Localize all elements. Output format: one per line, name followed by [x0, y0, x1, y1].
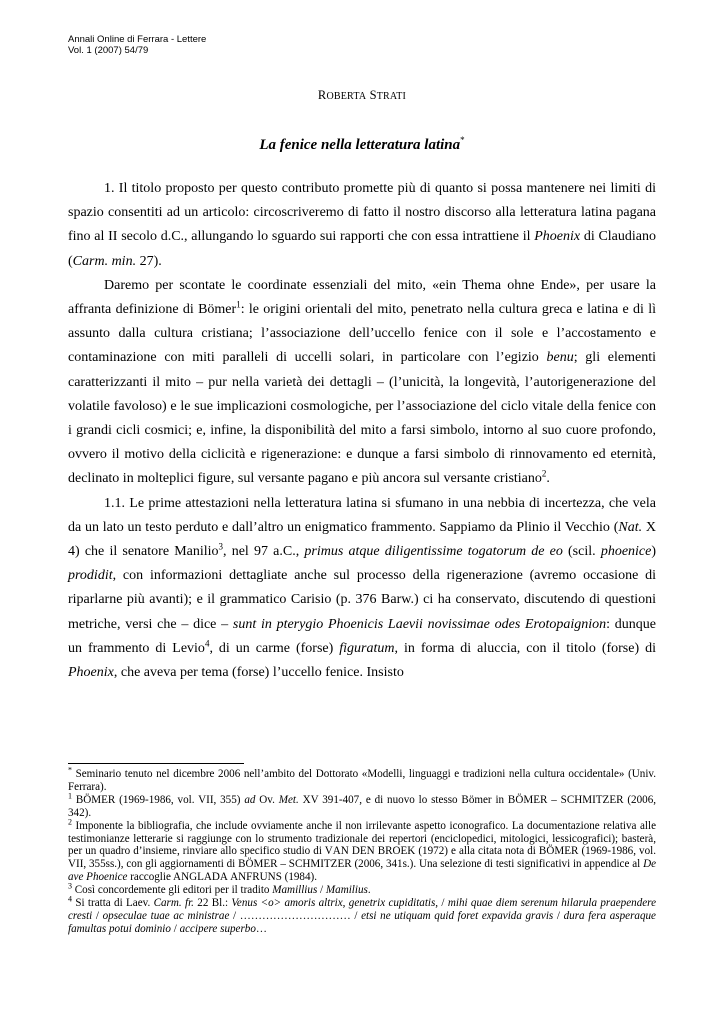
journal-name: Annali Online di Ferrara - Lettere [68, 34, 207, 45]
footnote-ref-3[interactable]: 3 [218, 541, 224, 552]
footnote-separator [68, 763, 244, 764]
footnote-ref-4[interactable]: 4 [204, 638, 210, 649]
footnote-ref-1[interactable]: 1 [236, 299, 241, 310]
paragraph-3: 1.1. Le prime attestazioni nella letteratura latina si sfumano in una nebbia di incertezza, che vela da un lato un testo perduto e dall’altro un enigmatico frammento. Sappiamo da Plinio il Vecchio (Nat. X 4) che il senatore Manilio$^3$, nel 97 a.C., primus atque diligentissime togatorum de eo (scil. phoenice) prodidit, con informazioni dettagliate anche sul processo della rigenerazione (avremo occasione di riparlarne più avanti); e il grammatico Carisio (p. 376 Barw.) ci ha conservato, discutendo di questioni metriche, versi che – dice – sunt in pterygio Phoenicis Laevii novissimae odes Erotopaignion: dunque un frammento di Levio$^4$, di un carme (forse) figuratum, in forma di aluccia, con il titolo (forse) di Phoenix, che aveva per tema (forse) l’uccello fenice. Insisto [68, 495, 657, 681]
paragraph-2: Daremo per scontate le coordinate essenziali del mito, «ein Thema ohne Ende», per usare la affranta definizione di Bömer$^1$: le origini orientali del mito, penetrato nella cultura greca e latina e di lì assunto dalla cultura cristiana; l’associazione dell’uccello fenice con il sole e l’accostamento e contaminazione con miti paralleli di uccelli solari, in particolare con l’egizio benu; gli elementi caratterizzanti il mito – pur nella varietà dei dettagli – (l’unicità, la longevità, l’autorigenerazione del volatile favoloso) e le sue implicazioni cosmologiche, per l’associazione del ciclo vitale della fenice con i grandi cicli cosmici; e, infine, la disponibilità del mito a farsi simbolo, intorno al suo cuore profondo, ovvero il motivo della ciclicità e rigenerazione: e dunque a farsi simbolo di rinnovamento ed eternità, declinato in molteplici figure, sul versante pagano e più ancora sul versante cristiano$^2$. [68, 277, 657, 487]
footnote-1: $^1$ BÖMER (1969-1986, vol. VII, 355) ad Ov. Met. XV 391-407, e di nuovo lo stesso Bömer in BÖMER – SCHMITZER (2006, 342). [68, 791, 657, 819]
volume-info: Vol. 1 (2007) 54/79 [68, 45, 149, 56]
article-title: La fenice nella letteratura latina* [259, 135, 465, 153]
footnote-2: $^2$ Imponente la bibliografia, che include ovviamente anche il non irrilevante aspetto iconografico. La documentazione relativa alle testimonianze letterarie si raggiunge con lo strumento tradizionale dei repertori (enciclopedici, mitologici, lessicografici); basterà, per un quadro d’insieme, rinviare allo specifico studio di VAN DEN BROEK (1972) e alla citata nota di BÖMER (1969-1986, vol. VII, 355ss.), con gli aggiornamenti di BÖMER – SCHMITZER (2006, 341s.). Una selezione di testi significativi in appendice al De ave Phoenice raccoglie ANGLADA ANFRUNS (1984). [68, 816, 657, 884]
footnotes [68, 765, 657, 936]
footnote-star: * Seminario tenuto nel dicembre 2006 nell’ambito del Dottorato «Modelli, linguaggi e tradizioni nella cultura occidentale» (Univ. Ferrara). [68, 765, 656, 793]
paragraph-1: 1. Il titolo proposto per questo contributo promette più di quanto si possa mantenere nei limiti di spazio consentiti ad un articolo: circoscriveremo di fatto il nostro discorso alla letteratura latina pagana fino al II secolo d.C., allungando lo sguardo sui rapporti che con essa intrattiene il Phoenix di Claudiano (Carm. min. 27). [68, 181, 657, 269]
running-header [68, 34, 206, 56]
footnote-3: $^3$ Così concordemente gli editori per il tradito Mamillius / Mamilius. [68, 881, 371, 897]
article-body [68, 177, 656, 685]
title-footnote-mark[interactable]: * [460, 135, 465, 145]
footnote-4: $^4$ Si tratta di Laev. Carm. fr. 22 Bl.: Venus <o> amoris altrix, genetrix cupiditatis, / mihi quae diem serenum hilarula praependere cresti / opseculae tuae ac ministrae / ………………………… / etsi ne utiquam quid foret expavida gravis / dura fera asperaque famultas potui dominio / accipere superbo… [68, 894, 656, 935]
author-name: ROBERTA STRATI [317, 88, 407, 102]
footnote-ref-2[interactable]: 2 [541, 468, 547, 479]
